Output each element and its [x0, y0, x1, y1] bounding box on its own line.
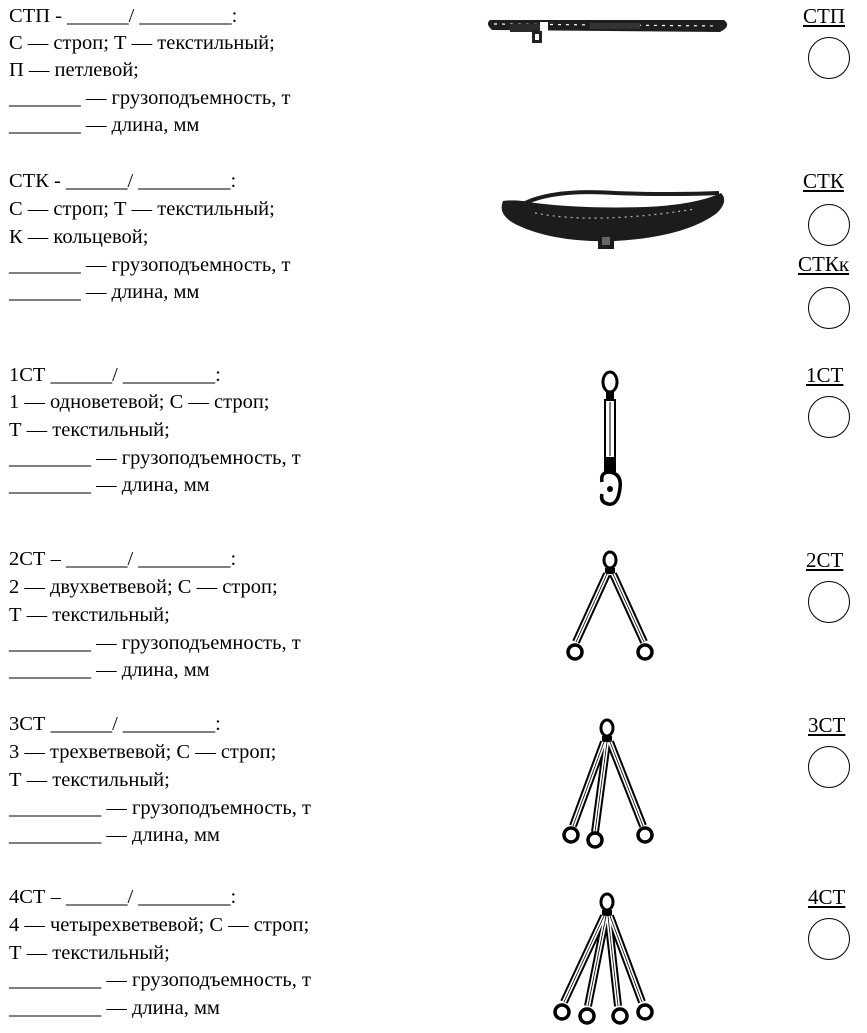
textile-loop-sling-illustration [480, 10, 740, 50]
answer-circle-4st[interactable] [808, 918, 850, 960]
two-st-formula: 2СТ – ______/ _________: [9, 548, 237, 570]
stk-length: _______ — длина, мм [9, 281, 200, 303]
code-3st: 3СТ [808, 713, 846, 737]
stk-capacity: _______ — грузоподъемность, т [9, 254, 291, 276]
two-st-legend-2: Т — текстильный; [9, 604, 170, 626]
three-st-formula: 3СТ ______/ _________: [9, 713, 221, 735]
two-leg-sling-illustration [560, 550, 660, 665]
two-st-capacity: ________ — грузоподъемность, т [9, 632, 301, 654]
stp-legend-2: П — петлевой; [9, 59, 139, 81]
four-st-legend-1: 4 — четырехветвевой; С — строп; [9, 914, 310, 936]
one-st-length: ________ — длина, мм [9, 474, 210, 496]
four-st-capacity: _________ — грузоподъемность, т [9, 969, 311, 991]
two-st-legend-1: 2 — двухветвевой; С — строп; [9, 576, 278, 598]
code-1st: 1СТ [806, 363, 844, 387]
answer-circle-3st[interactable] [808, 746, 850, 788]
code-2st: 2СТ [806, 548, 844, 572]
code-stp: СТП [803, 4, 845, 28]
code-4st: 4СТ [808, 885, 846, 909]
four-leg-sling-illustration [550, 892, 670, 1028]
answer-circle-stk[interactable] [808, 204, 850, 246]
four-st-legend-2: Т — текстильный; [9, 942, 170, 964]
one-st-legend-1: 1 — одноветевой; С — строп; [9, 391, 270, 413]
stk-legend-2: К — кольцевой; [9, 226, 149, 248]
stp-capacity: _______ — грузоподъемность, т [9, 87, 291, 109]
two-st-length: ________ — длина, мм [9, 659, 210, 681]
three-st-legend-2: Т — текстильный; [9, 769, 170, 791]
one-st-legend-2: Т — текстильный; [9, 419, 170, 441]
stp-length: _______ — длина, мм [9, 114, 200, 136]
three-leg-sling-illustration [555, 718, 665, 848]
stp-formula: СТП - ______/ _________: [9, 5, 238, 27]
stp-legend-1: С — строп; Т — текстильный; [9, 32, 275, 54]
stk-formula: СТК - ______/ _________: [9, 170, 237, 192]
three-st-legend-1: 3 — трехветвевой; С — строп; [9, 741, 277, 763]
one-st-formula: 1СТ ______/ _________: [9, 364, 221, 386]
four-st-formula: 4СТ – ______/ _________: [9, 886, 237, 908]
answer-circle-2st[interactable] [808, 581, 850, 623]
code-stk: СТК [803, 169, 844, 193]
three-st-capacity: _________ — грузоподъемность, т [9, 797, 311, 819]
answer-circle-1st[interactable] [808, 396, 850, 438]
three-st-length: _________ — длина, мм [9, 824, 220, 846]
code-stkk: СТКк [798, 252, 850, 276]
answer-circle-stkk[interactable] [808, 287, 850, 329]
one-st-capacity: ________ — грузоподъемность, т [9, 447, 301, 469]
four-st-length: _________ — длина, мм [9, 997, 220, 1019]
stk-legend-1: С — строп; Т — текстильный; [9, 198, 275, 220]
textile-ring-sling-illustration [495, 185, 735, 260]
answer-circle-stp[interactable] [808, 37, 850, 79]
one-leg-sling-illustration [590, 370, 630, 512]
